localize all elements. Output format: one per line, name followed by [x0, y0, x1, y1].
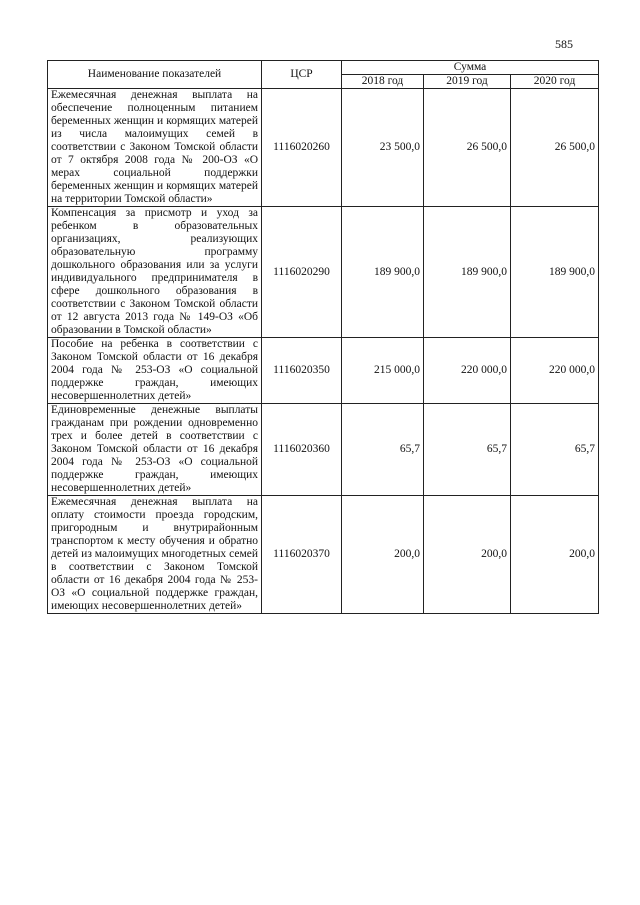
page-number: 585: [555, 37, 573, 51]
csr-code: 1116020360: [262, 404, 342, 496]
indicator-name: Пособие на ребенка в соответствии с Законом Томской области от 16 декабря 2004 года № 253-ОЗ «О социальной поддержке граждан, имеющих несовершеннолетних детей»: [48, 338, 262, 404]
header-row: [48, 61, 599, 75]
amount-2020: 200,0: [511, 496, 599, 614]
amount-2019: 26 500,0: [424, 89, 511, 207]
amount-2019: 65,7: [424, 404, 511, 496]
amount-2020: 26 500,0: [511, 89, 599, 207]
amount-2018: 65,7: [342, 404, 424, 496]
amount-2018: 215 000,0: [342, 338, 424, 404]
csr-code: 1116020260: [262, 89, 342, 207]
indicator-name: Ежемесячная денежная выплата на обеспечение полноценным питанием беременных женщин и кормящих матерей из числа малоимущих семей в соответствии с Законом Томской области от 7 октября 2008 года № 200-ОЗ «О мерах социальной поддержки беременных женщин и кормящих матерей на территории Томской области»: [48, 89, 262, 207]
header-sum: Сумма: [342, 61, 599, 75]
amount-2019: 220 000,0: [424, 338, 511, 404]
amount-2019: 189 900,0: [424, 207, 511, 338]
header-name: Наименование показателей: [48, 61, 262, 89]
table-row: [48, 207, 599, 338]
header-year-2019: 2019 год: [424, 75, 511, 89]
indicator-name: Ежемесячная денежная выплата на оплату стоимости проезда городским, пригородным и внутрирайонным транспортом к месту обучения и обратно детей из малоимущих многодетных семей в соответствии с Законом Томской области от 16 декабря 2004 года № 253-ОЗ «О социальной поддержке граждан, имеющих несовершеннолетних детей»: [48, 496, 262, 614]
header-year-2020: 2020 год: [511, 75, 599, 89]
indicator-name: Единовременные денежные выплаты гражданам при рождении одновременно трех и более детей в соответствии с Законом Томской области от 16 декабря 2004 года № 253-ОЗ «О социальной поддержке граждан, имеющих несовершеннолетних детей»: [48, 404, 262, 496]
header-code: ЦСР: [262, 61, 342, 89]
amount-2019: 200,0: [424, 496, 511, 614]
table-row: [48, 338, 599, 404]
table-row: [48, 89, 599, 207]
amount-2020: 65,7: [511, 404, 599, 496]
amount-2018: 200,0: [342, 496, 424, 614]
table-row: [48, 496, 599, 614]
csr-code: 1116020370: [262, 496, 342, 614]
csr-code: 1116020290: [262, 207, 342, 338]
table-row: [48, 404, 599, 496]
amount-2020: 220 000,0: [511, 338, 599, 404]
csr-code: 1116020350: [262, 338, 342, 404]
budget-table: [47, 60, 599, 614]
amount-2018: 189 900,0: [342, 207, 424, 338]
indicator-name: Компенсация за присмотр и уход за ребенком в образовательных организациях, реализующих образовательную программу дошкольного образования или за услуги индивидуального предпринимателя в сфере дошкольного образования в соответствии с Законом Томской области от 12 августа 2013 года № 149-ОЗ «Об образовании в Томской области»: [48, 207, 262, 338]
amount-2020: 189 900,0: [511, 207, 599, 338]
amount-2018: 23 500,0: [342, 89, 424, 207]
header-year-2018: 2018 год: [342, 75, 424, 89]
